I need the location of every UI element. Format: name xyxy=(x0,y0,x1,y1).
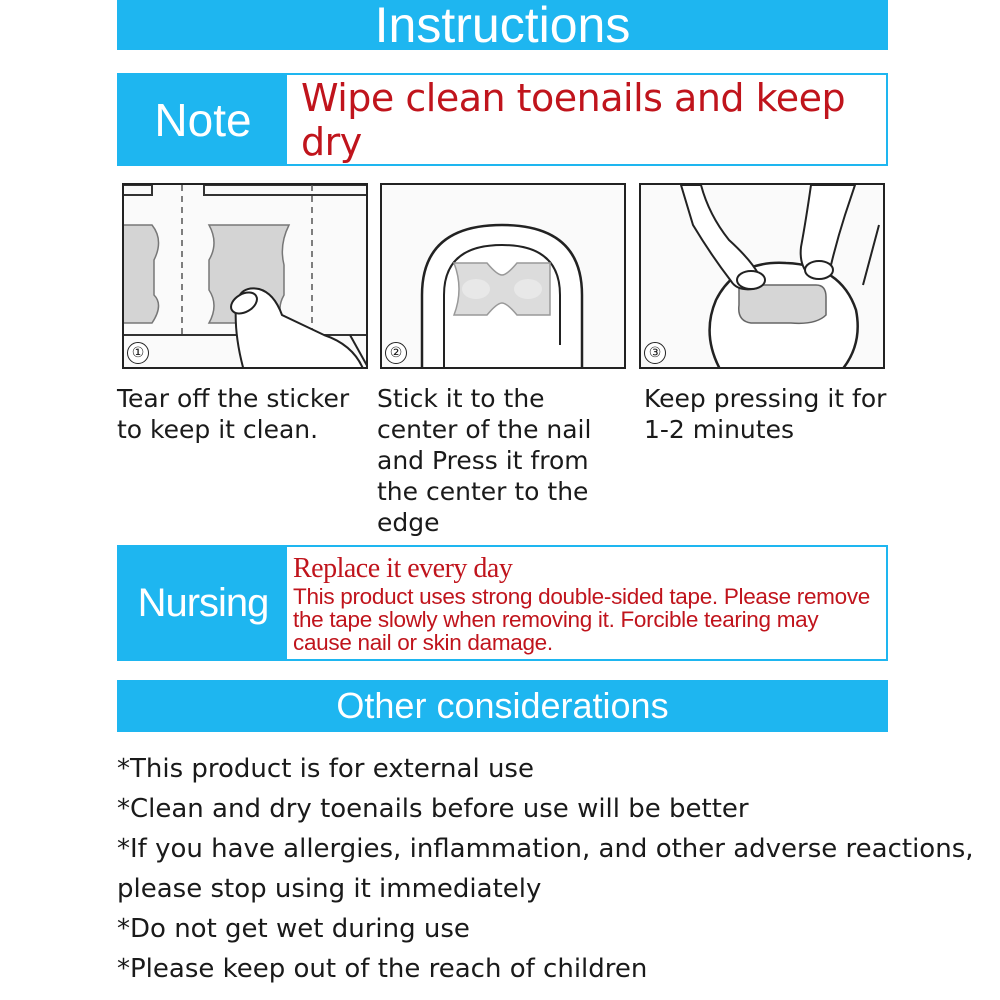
list-item: *If you have allergies, inflammation, and other adverse reactions, please stop using it immediately xyxy=(117,834,974,904)
list-item: *This product is for external use xyxy=(117,754,534,784)
note-label: Note xyxy=(119,75,287,164)
step-1-illustration xyxy=(122,183,368,369)
list-item: *Clean and dry toenails before use will be better xyxy=(117,794,749,824)
step-2-illustration xyxy=(380,183,626,369)
page-title: Instructions xyxy=(117,0,888,50)
step-1-caption: Tear off the sticker to keep it clean. xyxy=(117,384,350,444)
considerations-list xyxy=(117,749,977,989)
list-item: *Please keep out of the reach of children xyxy=(117,954,648,984)
nursing-body: This product uses strong double-sided tape. Please remove the tape slowly when removing it. Forcible tearing may cause nail or skin damage. xyxy=(293,584,870,655)
press-sticker-illustration xyxy=(641,185,885,369)
step-number: ③ xyxy=(644,342,666,364)
nursing-label: Nursing xyxy=(119,547,287,659)
list-item: *Do not get wet during use xyxy=(117,914,470,944)
step-number: ① xyxy=(127,342,149,364)
nursing-heading: Replace it every day xyxy=(293,553,513,584)
toenail-sticker-illustration xyxy=(382,185,626,369)
other-considerations-title: Other considerations xyxy=(117,680,888,732)
step-number: ② xyxy=(385,342,407,364)
step-3-caption: Keep pressing it for 1-2 minutes xyxy=(644,384,887,444)
note-text: Wipe clean toenails and keep dry xyxy=(301,75,846,164)
tear-sticker-illustration xyxy=(124,185,368,369)
nursing-section xyxy=(117,545,888,661)
step-2-caption: Stick it to the center of the nail and Press it from the center to the edge xyxy=(377,384,592,537)
note-section xyxy=(117,73,888,166)
step-3-illustration xyxy=(639,183,885,369)
